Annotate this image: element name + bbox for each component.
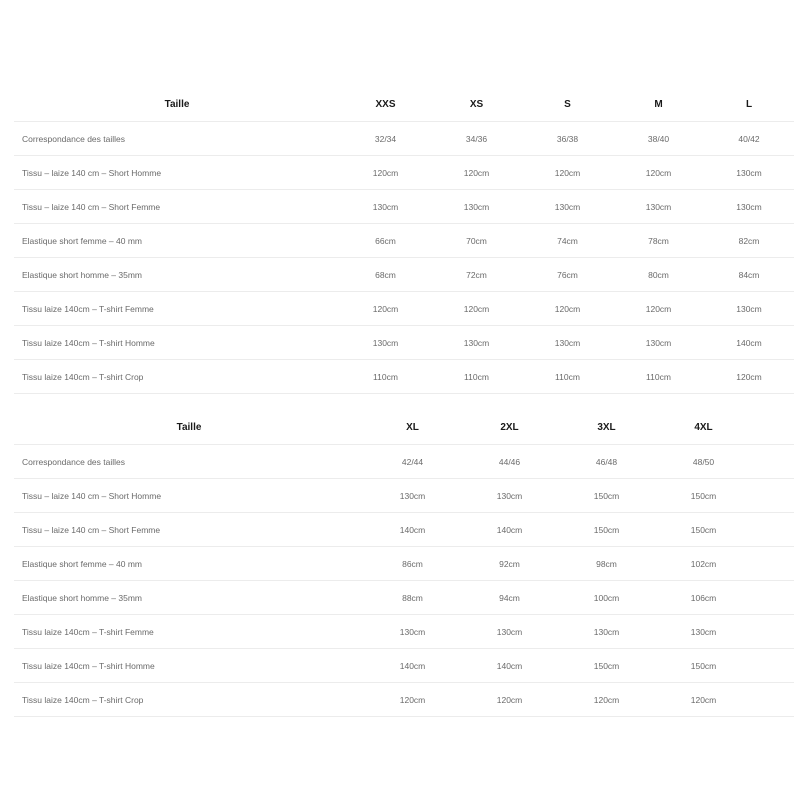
table-cell: 120cm bbox=[364, 683, 461, 717]
table-cell: 36/38 bbox=[522, 122, 613, 156]
corner-header: Taille bbox=[14, 87, 340, 122]
table-cell: 150cm bbox=[655, 479, 752, 513]
blank-cell bbox=[752, 479, 794, 513]
table-cell: 120cm bbox=[655, 683, 752, 717]
table-cell: 130cm bbox=[655, 615, 752, 649]
table-row bbox=[14, 292, 794, 326]
table-cell: 70cm bbox=[431, 224, 522, 258]
table-cell: 130cm bbox=[704, 292, 794, 326]
table-cell: 150cm bbox=[558, 479, 655, 513]
table-cell: 130cm bbox=[704, 156, 794, 190]
table-cell: 120cm bbox=[340, 292, 431, 326]
table-row bbox=[14, 156, 794, 190]
blank-cell bbox=[752, 581, 794, 615]
table-row bbox=[14, 615, 794, 649]
table-cell: 74cm bbox=[522, 224, 613, 258]
table-cell: 48/50 bbox=[655, 445, 752, 479]
blank-cell bbox=[752, 513, 794, 547]
table-cell: 120cm bbox=[522, 292, 613, 326]
table-cell: 130cm bbox=[364, 479, 461, 513]
table-cell: 72cm bbox=[431, 258, 522, 292]
table-cell: 130cm bbox=[364, 615, 461, 649]
table-cell: 110cm bbox=[613, 360, 704, 394]
size-header-xl: XL bbox=[364, 410, 461, 445]
table-cell: 46/48 bbox=[558, 445, 655, 479]
row-label: Tissu – laize 140 cm – Short Femme bbox=[14, 513, 364, 547]
row-label: Tissu – laize 140 cm – Short Femme bbox=[14, 190, 340, 224]
table-cell: 40/42 bbox=[704, 122, 794, 156]
table-cell: 32/34 bbox=[340, 122, 431, 156]
table-cell: 140cm bbox=[461, 513, 558, 547]
table-cell: 120cm bbox=[461, 683, 558, 717]
table-row bbox=[14, 122, 794, 156]
blank-cell bbox=[752, 615, 794, 649]
size-header-3xl: 3XL bbox=[558, 410, 655, 445]
table-cell: 92cm bbox=[461, 547, 558, 581]
table-cell: 130cm bbox=[613, 326, 704, 360]
table-row bbox=[14, 683, 794, 717]
table-cell: 150cm bbox=[558, 513, 655, 547]
table-cell: 150cm bbox=[655, 513, 752, 547]
table-cell: 110cm bbox=[431, 360, 522, 394]
row-label: Tissu laize 140cm – T-shirt Femme bbox=[14, 292, 340, 326]
table-cell: 140cm bbox=[704, 326, 794, 360]
table-row bbox=[14, 479, 794, 513]
size-table-2 bbox=[14, 410, 794, 717]
table-cell: 130cm bbox=[461, 615, 558, 649]
table-cell: 130cm bbox=[558, 615, 655, 649]
table-row bbox=[14, 547, 794, 581]
table-cell: 106cm bbox=[655, 581, 752, 615]
table-row bbox=[14, 649, 794, 683]
table-cell: 34/36 bbox=[431, 122, 522, 156]
table-cell: 100cm bbox=[558, 581, 655, 615]
table-cell: 140cm bbox=[364, 649, 461, 683]
table-cell: 82cm bbox=[704, 224, 794, 258]
table-cell: 120cm bbox=[558, 683, 655, 717]
table-cell: 110cm bbox=[340, 360, 431, 394]
size-header-4xl: 4XL bbox=[655, 410, 752, 445]
blank-cell bbox=[752, 683, 794, 717]
table-row bbox=[14, 190, 794, 224]
row-label: Tissu laize 140cm – T-shirt Homme bbox=[14, 326, 340, 360]
table-cell: 130cm bbox=[613, 190, 704, 224]
table-cell: 86cm bbox=[364, 547, 461, 581]
table-cell: 38/40 bbox=[613, 122, 704, 156]
size-header-2xl: 2XL bbox=[461, 410, 558, 445]
table-cell: 130cm bbox=[461, 479, 558, 513]
table-cell: 42/44 bbox=[364, 445, 461, 479]
table-cell: 78cm bbox=[613, 224, 704, 258]
blank-cell bbox=[752, 547, 794, 581]
row-label: Tissu laize 140cm – T-shirt Homme bbox=[14, 649, 364, 683]
table-cell: 150cm bbox=[655, 649, 752, 683]
table-cell: 130cm bbox=[340, 190, 431, 224]
table-cell: 98cm bbox=[558, 547, 655, 581]
table-cell: 120cm bbox=[704, 360, 794, 394]
size-header-xxs: XXS bbox=[340, 87, 431, 122]
table-cell: 66cm bbox=[340, 224, 431, 258]
size-header-xs: XS bbox=[431, 87, 522, 122]
table-cell: 120cm bbox=[522, 156, 613, 190]
table-row bbox=[14, 581, 794, 615]
table-row bbox=[14, 326, 794, 360]
table-cell: 120cm bbox=[613, 156, 704, 190]
row-label: Tissu laize 140cm – T-shirt Crop bbox=[14, 360, 340, 394]
table-header-row bbox=[14, 87, 794, 122]
table-cell: 76cm bbox=[522, 258, 613, 292]
table-cell: 140cm bbox=[364, 513, 461, 547]
row-label: Correspondance des tailles bbox=[14, 122, 340, 156]
table-cell: 130cm bbox=[522, 190, 613, 224]
table-cell: 110cm bbox=[522, 360, 613, 394]
size-header-s: S bbox=[522, 87, 613, 122]
table-cell: 44/46 bbox=[461, 445, 558, 479]
table-cell: 130cm bbox=[340, 326, 431, 360]
size-header-m: M bbox=[613, 87, 704, 122]
table-row bbox=[14, 224, 794, 258]
row-label: Tissu laize 140cm – T-shirt Crop bbox=[14, 683, 364, 717]
table-cell: 94cm bbox=[461, 581, 558, 615]
table-cell: 130cm bbox=[431, 190, 522, 224]
table-cell: 102cm bbox=[655, 547, 752, 581]
table-row bbox=[14, 445, 794, 479]
row-label: Tissu – laize 140 cm – Short Homme bbox=[14, 156, 340, 190]
row-label: Correspondance des tailles bbox=[14, 445, 364, 479]
corner-header: Taille bbox=[14, 410, 364, 445]
table-cell: 120cm bbox=[340, 156, 431, 190]
blank-cell bbox=[752, 445, 794, 479]
table-cell: 84cm bbox=[704, 258, 794, 292]
table-row bbox=[14, 258, 794, 292]
row-label: Elastique short homme – 35mm bbox=[14, 258, 340, 292]
blank-header bbox=[752, 410, 794, 445]
size-header-l: L bbox=[704, 87, 794, 122]
row-label: Tissu laize 140cm – T-shirt Femme bbox=[14, 615, 364, 649]
size-table-1 bbox=[14, 87, 794, 394]
table-cell: 120cm bbox=[613, 292, 704, 326]
table-cell: 150cm bbox=[558, 649, 655, 683]
table-row bbox=[14, 360, 794, 394]
table-cell: 80cm bbox=[613, 258, 704, 292]
table-cell: 130cm bbox=[431, 326, 522, 360]
table-cell: 120cm bbox=[431, 156, 522, 190]
row-label: Elastique short femme – 40 mm bbox=[14, 547, 364, 581]
table-cell: 88cm bbox=[364, 581, 461, 615]
row-label: Elastique short homme – 35mm bbox=[14, 581, 364, 615]
table-cell: 140cm bbox=[461, 649, 558, 683]
table-cell: 68cm bbox=[340, 258, 431, 292]
table-row bbox=[14, 513, 794, 547]
row-label: Elastique short femme – 40 mm bbox=[14, 224, 340, 258]
blank-cell bbox=[752, 649, 794, 683]
table-header-row bbox=[14, 410, 794, 445]
table-cell: 130cm bbox=[704, 190, 794, 224]
row-label: Tissu – laize 140 cm – Short Homme bbox=[14, 479, 364, 513]
table-cell: 120cm bbox=[431, 292, 522, 326]
table-cell: 130cm bbox=[522, 326, 613, 360]
